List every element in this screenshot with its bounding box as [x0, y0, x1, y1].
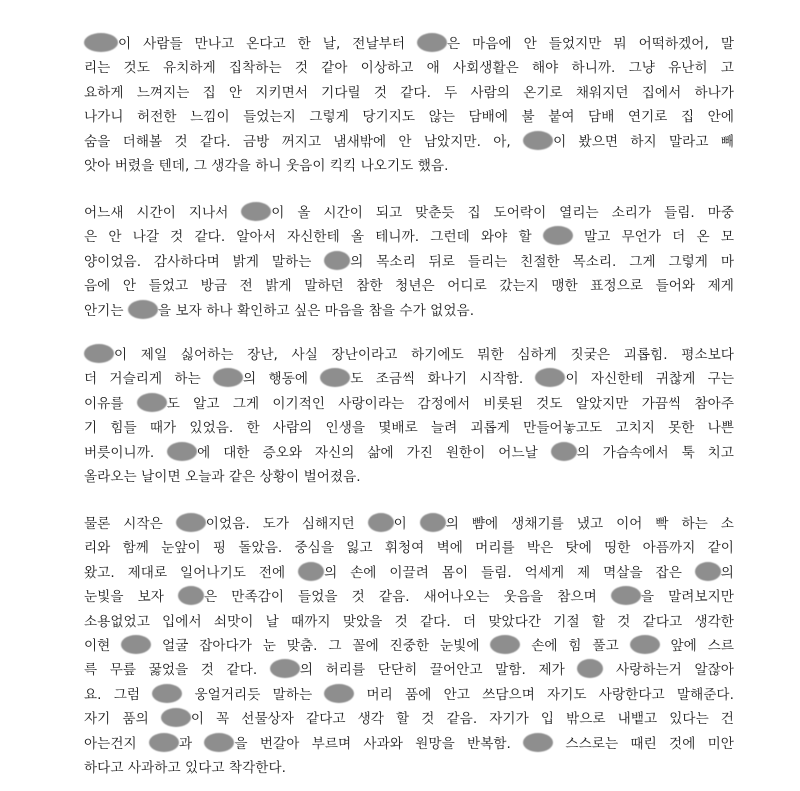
paragraph-1: [84, 32, 734, 178]
redacted-name-blot: [84, 344, 114, 363]
redacted-name-blot: [152, 684, 182, 703]
text-line: 앗아 버렸을 텐데, 그 생각을 하니 웃음이 킥킥 나오기도 했음.: [84, 157, 449, 174]
text-line: 눈빛을 보자 은 만족감이 들었을 것 같음. 새어나오는 웃음을 참으며 을 말려보지만: [84, 585, 734, 609]
text-line: 왔고. 제대로 일어나기도 전에 의 손에 이끌려 몸이 들림. 억세게 제 멱살을 잡은 의: [84, 561, 734, 585]
text-line: 어느새 시간이 지나서 이 올 시간이 되고 맞춘듯 집 도어락이 열리는 소리가 들림. 마중: [84, 201, 734, 225]
paragraph-2: [84, 201, 734, 323]
text-line: 소용없었고 입에서 쇠맛이 날 때까지 맞았을 것 같다. 더 맞았다간 기절 할 것 같다고 생각한: [84, 613, 734, 630]
redacted-name-blot: [695, 562, 721, 581]
redacted-name-blot: [149, 733, 179, 752]
redacted-name-blot: [178, 586, 204, 605]
text-line: 기 힘들 때가 있었음. 한 사람의 인생을 몇배로 늘려 괴롭게 만들어놓고도 고치지 못한 나쁜: [84, 420, 734, 437]
text-line: 요하게 느껴지는 집 안 지키면서 기다릴 것 같다. 두 사람의 온기로 채워지던 집에서 하나가: [84, 84, 734, 101]
text-line: 버릇이니까. 에 대한 증오와 자신의 삶에 가진 원한이 어느날 의 가슴속에서 툭 치고: [84, 441, 734, 465]
redacted-name-blot: [176, 513, 206, 532]
redacted-name-blot: [84, 33, 118, 52]
text-line: 안기는 을 보자 하나 확인하고 싶은 마음을 참을 수가 없었음.: [84, 299, 734, 323]
redacted-name-blot: [270, 659, 300, 678]
text-line: 이 제일 싫어하는 장난, 사실 장난이라고 하기에도 뭐한 심하게 짓궂은 괴롭힘. 평소보다: [84, 343, 734, 367]
redacted-name-blot: [630, 635, 660, 654]
text-line: 자기 품의 이 꼭 선물상자 같다고 생각 할 것 같음. 자기가 입 밖으로 내뱉고 있다는 건: [84, 707, 734, 731]
text-line: 양이었음. 감사하다며 밝게 말하는 의 목소리 뒤로 들리는 친절한 목소리. 그게 그렇게 마: [84, 250, 734, 274]
text-line: 이 사람들 만나고 온다고 한 날, 전날부터 은 마음에 안 들었지만 뭐 어떡하겠어, 말: [84, 32, 734, 56]
redacted-name-blot: [324, 684, 354, 703]
text-line: 륵 무릎 꿇었을 것 같다. 의 허리를 단단히 끌어안고 말함. 제가 사랑하는거 알잖아: [84, 658, 734, 682]
redacted-name-blot: [577, 659, 603, 678]
redacted-name-blot: [543, 226, 573, 245]
redacted-name-blot: [523, 131, 553, 150]
paragraph-4: [84, 512, 734, 780]
text-line: 더 거슬리게 하는 의 행동에 도 조금씩 화나기 시작함. 이 자신한테 귀찮게 구는: [84, 367, 734, 391]
redacted-name-blot: [535, 368, 565, 387]
text-line: 이유를 도 알고 그게 이기적인 사랑이라는 감정에서 비롯된 것도 알았지만 가끔씩 참아주: [84, 392, 734, 416]
redacted-name-blot: [420, 513, 446, 532]
redacted-name-blot: [161, 708, 191, 727]
redacted-name-blot: [490, 635, 520, 654]
redacted-name-blot: [551, 442, 577, 461]
text-line: 올라오는 날이면 오늘과 같은 상황이 벌어졌음.: [84, 468, 361, 485]
redacted-name-blot: [320, 368, 350, 387]
text-line: 물론 시작은 이었음. 도가 심해지던 이 의 뺨에 생채기를 냈고 이어 빡 하는 소: [84, 512, 734, 536]
text-line: 아는건지 과 을 번갈아 부르며 사과와 원망을 반복함. 스스로는 때린 것에 미안: [84, 732, 734, 756]
text-line: 이현 얼굴 잡아다가 눈 맞춤. 그 꼴에 진중한 눈빛에 손에 힘 풀고 앞에 스르: [84, 634, 734, 658]
text-line: 나가니 허전한 느낌이 들었는지 그렇게 당기지도 않는 담배에 불 붙여 담배 연기로 집 안에: [84, 109, 734, 126]
redacted-name-blot: [523, 733, 553, 752]
redacted-name-blot: [204, 733, 234, 752]
redacted-name-blot: [128, 300, 158, 319]
text-line: 은 안 나갈 것 같다. 알아서 자신한테 올 테니까. 그런데 와야 할 말고 무언가 더 온 모: [84, 225, 734, 249]
redacted-name-blot: [213, 368, 243, 387]
paragraph-3: [84, 343, 734, 489]
redacted-name-blot: [167, 442, 197, 461]
redacted-name-blot: [368, 513, 394, 532]
redacted-name-blot: [298, 562, 324, 581]
text-line: 하다고 사과하고 있다고 착각한다.: [84, 759, 287, 776]
text-line: 숨을 더해볼 것 같다. 금방 꺼지고 냄새밖에 안 남았지만. 아, 이 봤으면 하지 말라고 빼: [84, 130, 734, 154]
redacted-name-blot: [417, 33, 447, 52]
redacted-name-blot: [121, 635, 151, 654]
text-line: 리는 것도 유치하게 집착하는 것 같아 이상하고 애 사회생활은 해야 하니까. 그냥 유난히 고: [84, 60, 734, 77]
text-line: 음에 안 들었고 방금 전 밝게 말하던 참한 청년은 어디로 갔는지 맹한 표정으로 들어와 제게: [84, 278, 734, 295]
redacted-name-blot: [137, 393, 167, 412]
redacted-name-blot: [324, 251, 350, 270]
text-line: 요. 그럼 웅얼거리듯 말하는 머리 품에 안고 쓰담으며 자기도 사랑한다고 말해준다.: [84, 683, 734, 707]
text-line: 리와 함께 눈앞이 핑 돌았음. 중심을 잃고 휘청여 벽에 머리를 박은 탓에 띵한 아픔까지 같이: [84, 540, 734, 557]
redacted-name-blot: [611, 586, 641, 605]
redacted-name-blot: [241, 202, 271, 221]
